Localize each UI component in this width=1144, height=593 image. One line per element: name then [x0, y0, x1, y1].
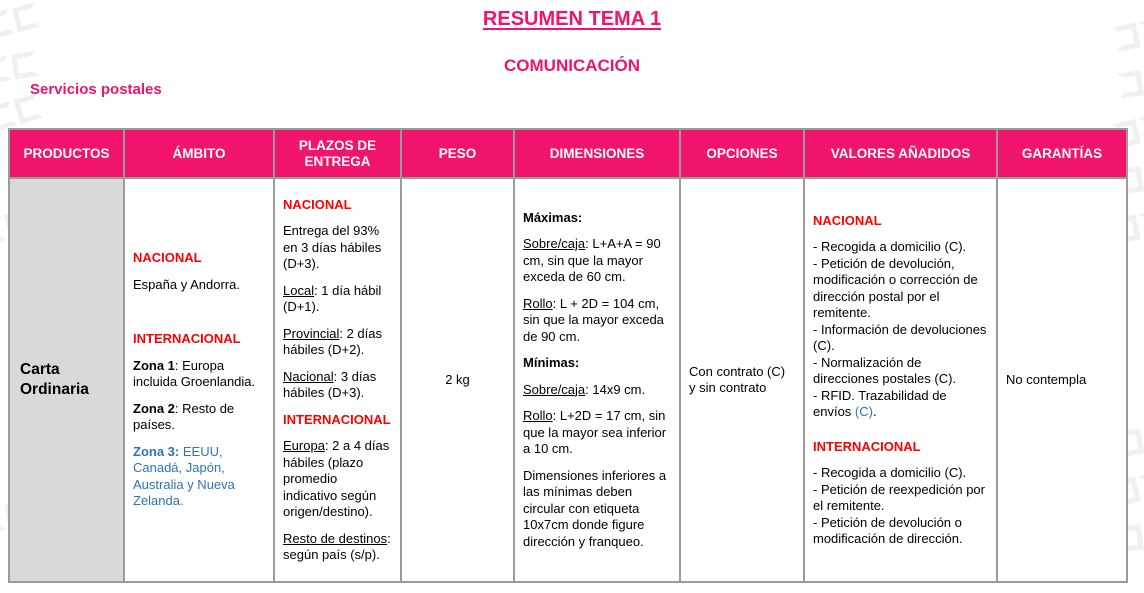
title-row	[0, 8, 1144, 31]
column-header-productos: PRODUCTOS	[10, 130, 123, 177]
cell-garantias	[998, 179, 1126, 581]
peso-value: 2 kg	[445, 371, 470, 387]
cell-opciones	[681, 179, 803, 581]
column-header-dimensiones: DIMENSIONES	[515, 130, 679, 177]
page-title: RESUMEN TEMA 1	[482, 8, 662, 30]
column-header-ambito: ÁMBITO	[125, 130, 273, 177]
cell-plazos-entrega: NACIONAL Entrega del 93% en 3 días hábiles (D+3). Local: 1 día hábil (D+1). Provincial: 2 días hábiles (D+2). Nacional: 3 días hábiles (D+3). INTERNACIONAL Europa: 2 a 4 días hábiles (plazo promedio indicativo según origen/destino). Resto de destinos: según país (s/p).	[275, 179, 400, 581]
cell-dimensiones: Máximas: Sobre/caja: L+A+A = 90 cm, sin que la mayor exceda de 60 cm. Rollo: L + 2D = 104 cm, sin que la mayor exceda de 90 cm. Mínimas: Sobre/caja: 14x9 cm. Rollo: L+2D = 17 cm, sin que la mayor sea inferior a 10 cm. Dimensiones inferiores a las mínimas deben circular con etiqueta 10x7cm donde figure dirección y franqueo.	[515, 179, 679, 581]
summary-table	[8, 128, 1128, 583]
column-header-plazos-entrega: PLAZOS DE ENTREGA	[275, 130, 400, 177]
column-header-opciones: OPCIONES	[681, 130, 803, 177]
page-subtitle: COMUNICACIÓN	[504, 56, 640, 75]
column-header-peso: PESO	[402, 130, 513, 177]
opciones-value: Con contrato (C) y sin contrato	[689, 363, 786, 395]
product-name: Carta Ordinaria	[20, 360, 89, 398]
column-header-garantias: GARANTÍAS	[998, 130, 1126, 177]
section-label: Servicios postales	[30, 81, 162, 98]
cell-ambito: NACIONAL España y Andorra. INTERNACIONAL Zona 1: Europa incluida Groenlandia. Zona 2: Resto de países. Zona 3: EEUU, Canadá, Japón, Australia y Nueva Zelanda.	[125, 179, 273, 581]
ccoo-watermark-icon	[0, 93, 43, 131]
garantias-value: No contempla	[1006, 371, 1087, 387]
cell-valores-anadidos: NACIONAL - Recogida a domicilio (C). - Petición de devolución, modificación o corrección de dirección postal por el remitente. - Información de devoluciones (C). - Normalización de direcciones postales (C). - RFID. Trazabilidad de envíos (C). INTERNACIONAL - Recogida a domicilio (C). - Petición de reexpedición por el remitente. - Petición de devolución o modificación de dirección.	[805, 179, 996, 581]
cell-productos	[10, 179, 123, 581]
subtitle-row	[0, 56, 1144, 76]
column-header-valores-anadidos: VALORES AÑADIDOS	[805, 130, 996, 177]
cell-peso	[402, 179, 513, 581]
